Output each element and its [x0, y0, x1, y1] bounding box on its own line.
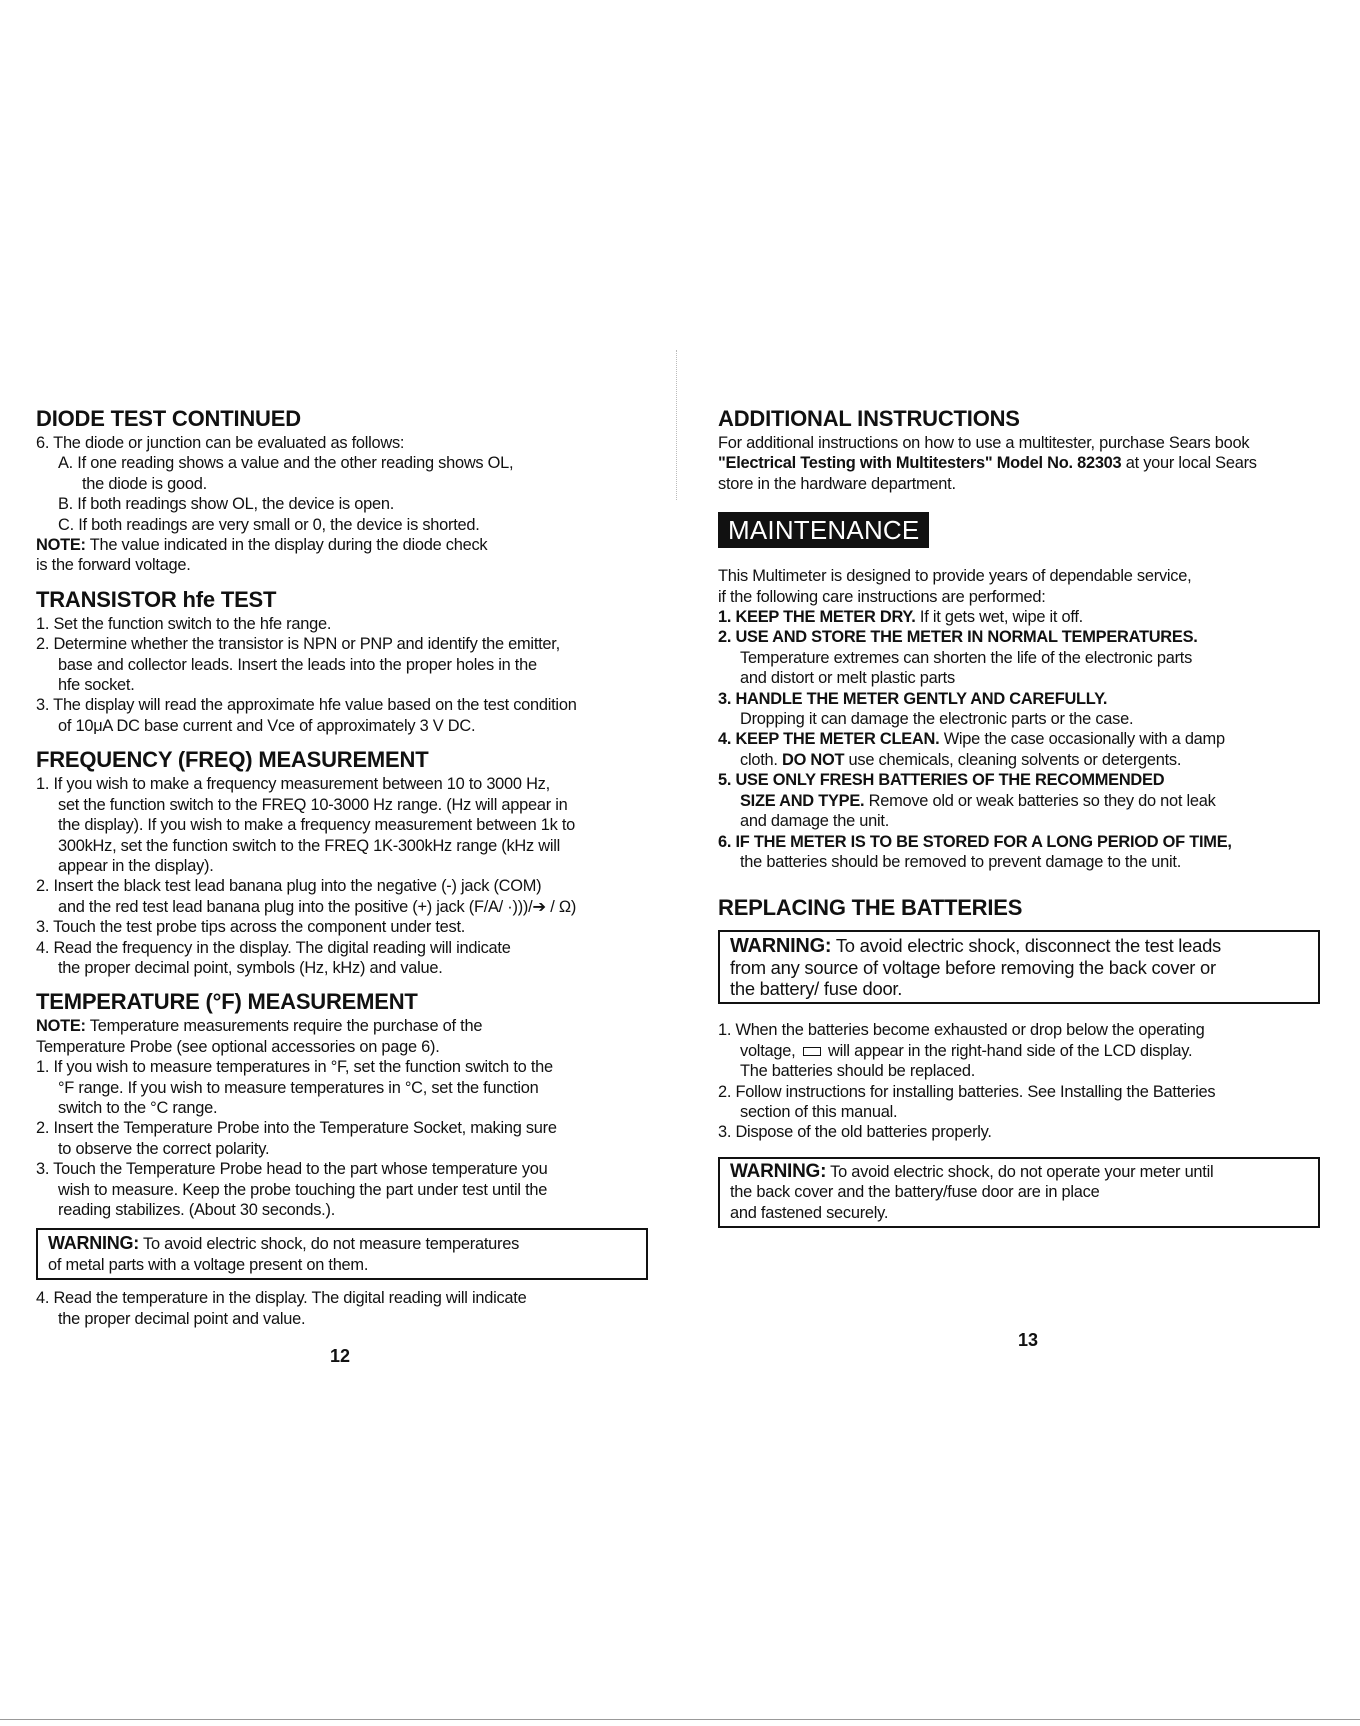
transistor-step-1: 1. Set the function switch to the hfe range. [36, 614, 332, 633]
replacing-step-1-cont [718, 1041, 1320, 1061]
additional-instructions-heading: ADDITIONAL INSTRUCTIONS [718, 406, 1020, 431]
temperature-step-3: 3. Touch the Temperature Probe head to the part whose temperature you [36, 1160, 548, 1179]
item-heading: 1. KEEP THE METER DRY. [718, 608, 916, 627]
item-text-rest: use chemicals, cleaning solvents or detergents. [844, 750, 1182, 769]
maintenance-item-2-cont2: and distort or melt plastic parts [740, 669, 955, 688]
diode-step-c: C. If both readings are very small or 0, the device is shorted. [58, 515, 480, 534]
right-page [718, 405, 1320, 1236]
frequency-step-1: 1. If you wish to make a frequency measurement between 10 to 3000 Hz, [36, 775, 550, 794]
maintenance-item-4-cont [718, 750, 1320, 770]
frequency-step-4-cont: the proper decimal point, symbols (Hz, kHz) and value. [58, 958, 443, 977]
maintenance-item-5: 5. USE ONLY FRESH BATTERIES OF THE RECOMMENDED [718, 771, 1165, 790]
frequency-step-2-cont: and the red test lead banana plug into the positive (+) jack (F/A/ ·)))/➔ / Ω) [58, 897, 577, 916]
diode-step-a: A. If one reading shows a value and the other reading shows OL, [58, 454, 514, 473]
frequency-step-2: 2. Insert the black test lead banana plug into the negative (-) jack (COM) [36, 877, 542, 896]
step-text: voltage, [740, 1041, 800, 1060]
maintenance-intro-2: if the following care instructions are performed: [718, 587, 1046, 606]
warning-line-2: from any source of voltage before removing the back cover or [730, 957, 1216, 979]
battery-warning-box [718, 930, 1320, 1004]
transistor-step-3: 3. The display will read the approximate hfe value based on the test condition [36, 696, 577, 715]
item-text: If it gets wet, wipe it off. [915, 608, 1083, 627]
warning-label: WARNING: [730, 1160, 827, 1182]
diode-step-6: 6. The diode or junction can be evaluated as follows: [36, 434, 405, 452]
diode-step-b: B. If both readings show OL, the device is open. [58, 495, 395, 514]
additional-line-2 [718, 453, 1320, 473]
additional-line-3: store in the hardware department. [718, 474, 956, 493]
temperature-step-4: 4. Read the temperature in the display. The digital reading will indicate [36, 1289, 527, 1308]
temperature-step-2: 2. Insert the Temperature Probe into the Temperature Socket, making sure [36, 1119, 557, 1138]
transistor-step-2: 2. Determine whether the transistor is NPN or PNP and identify the emitter, [36, 635, 560, 654]
operate-warning-box [718, 1157, 1320, 1228]
warning-text: To avoid electric shock, do not operate your meter until [826, 1162, 1214, 1181]
warning-line-2: of metal parts with a voltage present on them. [48, 1255, 369, 1274]
temperature-heading: TEMPERATURE (°F) MEASUREMENT [36, 989, 418, 1015]
do-not-text: DO NOT [781, 750, 845, 769]
frequency-step-1-cont3: 300kHz, set the function switch to the FREQ 1K-300kHz range (kHz will [58, 836, 561, 855]
page-number-left: 12 [330, 1346, 351, 1366]
warning-line-1 [730, 935, 1308, 957]
temperature-note [36, 1016, 648, 1036]
diode-test-heading: DIODE TEST CONTINUED [36, 406, 301, 431]
page-number-right: 13 [1018, 1330, 1039, 1350]
temperature-step-1-cont2: switch to the °C range. [58, 1098, 218, 1117]
page-fold [676, 350, 678, 500]
battery-icon [803, 1047, 821, 1056]
temperature-step-2-cont: to observe the correct polarity. [58, 1139, 270, 1158]
frequency-step-4: 4. Read the frequency in the display. The digital reading will indicate [36, 938, 511, 957]
maintenance-item-2: 2. USE AND STORE THE METER IN NORMAL TEMPERATURES. [718, 628, 1198, 647]
temperature-step-1: 1. If you wish to measure temperatures in °F, set the function switch to the [36, 1058, 553, 1077]
warning-text: To avoid electric shock, disconnect the test leads [831, 935, 1222, 957]
maintenance-intro-1: This Multimeter is designed to provide years of dependable service, [718, 567, 1192, 586]
temperature-step-3-cont2: reading stabilizes. (About 30 seconds.). [58, 1201, 335, 1219]
note-label: NOTE: [36, 1017, 86, 1036]
warning-line-1 [730, 1162, 1308, 1182]
warning-label: WARNING: [48, 1233, 139, 1254]
note-label: NOTE: [36, 536, 86, 555]
transistor-step-2-cont2: hfe socket. [58, 676, 135, 695]
item-heading: SIZE AND TYPE. [740, 791, 865, 810]
replacing-step-2: 2. Follow instructions for installing batteries. See Installing the Batteries [718, 1082, 1216, 1101]
temperature-step-3-cont: wish to measure. Keep the probe touching the part under test until the [58, 1180, 548, 1199]
maintenance-item-6: 6. IF THE METER IS TO BE STORED FOR A LONG PERIOD OF TIME, [718, 832, 1232, 851]
item-text: Remove old or weak batteries so they do not leak [864, 791, 1216, 810]
frequency-step-1-cont: set the function switch to the FREQ 10-3000 Hz range. (Hz will appear in [58, 795, 568, 814]
note-text: Temperature measurements require the purchase of the [85, 1017, 483, 1036]
temperature-note-cont: Temperature Probe (see optional accessories on page 6). [36, 1037, 440, 1056]
temperature-step-1-cont: °F range. If you wish to measure temperatures in °C, set the function [58, 1078, 539, 1097]
diode-note [36, 535, 648, 555]
transistor-step-3-cont: of 10μA DC base current and Vce of approximately 3 V DC. [58, 716, 476, 735]
temperature-step-4-cont: the proper decimal point and value. [58, 1309, 306, 1328]
frequency-heading: FREQUENCY (FREQ) MEASUREMENT [36, 747, 429, 773]
warning-line-3: the battery/ fuse door. [730, 978, 903, 1000]
additional-line-1: For additional instructions on how to use a multitester, purchase Sears book [718, 434, 1250, 452]
maintenance-item-3: 3. HANDLE THE METER GENTLY AND CAREFULLY. [718, 689, 1108, 708]
replacing-step-1: 1. When the batteries become exhausted or drop below the operating [718, 1021, 1205, 1040]
transistor-step-2-cont: base and collector leads. Insert the leads into the proper holes in the [58, 655, 537, 674]
maintenance-item-3-cont: Dropping it can damage the electronic parts or the case. [740, 710, 1134, 729]
warning-label: WARNING: [730, 935, 832, 958]
temperature-warning-box [36, 1228, 648, 1280]
item-text: Wipe the case occasionally with a damp [939, 730, 1225, 749]
frequency-step-1-cont4: appear in the display). [58, 856, 214, 875]
step-text-rest: will appear in the right-hand side of the LCD display. [823, 1041, 1193, 1060]
transistor-heading: TRANSISTOR hfe TEST [36, 586, 277, 612]
warning-line-2: the back cover and the battery/fuse door are in place [730, 1183, 1100, 1202]
replacing-batteries-heading: REPLACING THE BATTERIES [718, 895, 1023, 921]
frequency-step-3: 3. Touch the test probe tips across the component under test. [36, 918, 466, 937]
note-text: The value indicated in the display during the diode check [85, 536, 488, 555]
replacing-step-1-cont2: The batteries should be replaced. [740, 1062, 976, 1081]
book-title: "Electrical Testing with Multitesters" Model No. 82303 [718, 454, 1122, 473]
diode-step-a-cont: the diode is good. [82, 474, 207, 493]
replacing-step-2-cont: section of this manual. [740, 1102, 898, 1121]
maintenance-item-6-cont: the batteries should be removed to prevent damage to the unit. [740, 852, 1181, 871]
maintenance-item-1 [718, 607, 1320, 627]
maintenance-item-5-cont2: and damage the unit. [740, 812, 890, 831]
frequency-step-1-cont2: the display). If you wish to make a frequency measurement between 1k to [58, 816, 576, 835]
maintenance-heading: MAINTENANCE [718, 512, 929, 548]
maintenance-item-4 [718, 729, 1320, 749]
diode-note-cont: is the forward voltage. [36, 556, 191, 575]
replacing-step-3: 3. Dispose of the old batteries properly. [718, 1123, 992, 1142]
maintenance-item-5-cont [718, 791, 1320, 811]
item-heading: 4. KEEP THE METER CLEAN. [718, 730, 940, 749]
item-text: cloth. [740, 750, 782, 769]
maintenance-item-2-cont: Temperature extremes can shorten the life of the electronic parts [740, 648, 1193, 667]
warning-line-3: and fastened securely. [730, 1203, 889, 1222]
additional-line-2-rest: at your local Sears [1121, 454, 1257, 473]
left-page [36, 405, 648, 1329]
warning-line-1 [48, 1233, 636, 1254]
bottom-edge-rule [0, 1719, 1360, 1720]
warning-text: To avoid electric shock, do not measure temperatures [139, 1235, 520, 1254]
